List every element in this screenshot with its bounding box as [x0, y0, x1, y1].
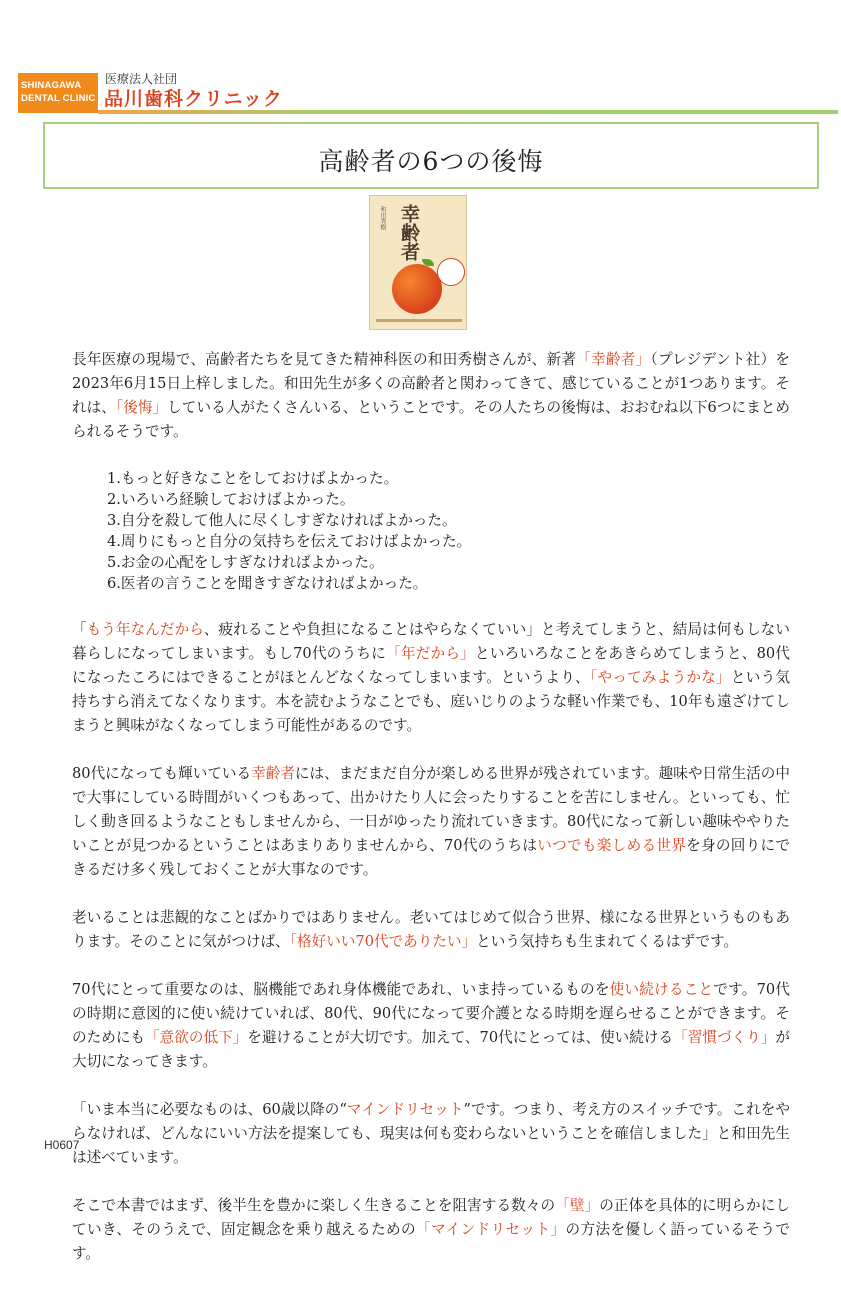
text-run: 、疲れることや負担になることはやらなくていい」と考えてしまうと、結局は何もしない暮らしになってしまいます。もし70代のうちに [72, 621, 790, 662]
text-run: といろいろなことをあきらめてしまうと、80代になったころにはできることがほとんどなくなってしまいます。というより、 [72, 645, 790, 686]
list-item: 2.いろいろ経験しておけばよかった。 [107, 491, 355, 508]
highlight: もう年なんだから [86, 621, 204, 638]
intro-paragraph [72, 348, 790, 444]
text-run: の方法を優しく語っているそうです。 [72, 1221, 790, 1262]
text-run: を避けることが大切です。加えて、70代にとっては、使い続ける [247, 1029, 674, 1046]
text-run: そこで本書ではまず、後半生を豊かに楽しく生きることを阻害する数々の [72, 1197, 556, 1214]
text-run: （プレジデント社）を2023年6月15日上梓しました。和田先生が多くの高齢者と関わってきて、感じていることが1つあります。それは、 [72, 351, 790, 416]
text-run: を身の回りにできるだけ多く残しておくことが大事なのです。 [72, 837, 790, 878]
logo-line2: DENTAL CLINIC [21, 93, 96, 104]
highlight: 「格好いい70代でありたい」 [289, 933, 477, 950]
highlight: 「マインドリセット」 [415, 1221, 566, 1238]
text-run: 老いることは悲観的なことばかりではありません。老いてはじめて似合う世界、様になる世界というものもあります。そのことに気がつけば、 [72, 909, 790, 950]
list-item: 6.医者の言うことを聞きすぎなければよかった。 [107, 575, 428, 592]
text-run: 「 [72, 621, 87, 638]
paragraph-4 [72, 906, 790, 954]
paragraph-5 [72, 978, 790, 1074]
list-item: 3.自分を殺して他人に尽くしすぎなければよかった。 [107, 512, 457, 529]
highlight: マインドリセット [346, 1101, 464, 1118]
text-run: している人がたくさんいる、ということです。その人たちの後悔は、おおむね以下6つにまとめられるそうです。 [72, 399, 790, 440]
regrets-list [107, 468, 790, 594]
text-run: ”です。つまり、考え方のスイッチです。これをやらなければ、どんなにいい方法を提案しても、現実は何も変わらないということを確信しました」と和田先生は述べています。 [72, 1101, 790, 1166]
text-run: 「いま本当に必要なものは、60歳以降の“ [72, 1101, 347, 1118]
paragraph-2 [72, 618, 790, 738]
book-title: 幸齢者 [398, 204, 420, 261]
clinic-logo [18, 73, 98, 113]
highlight: 「やってみようかな」 [589, 669, 731, 686]
book-footer-band [376, 319, 462, 322]
highlight: 使い続けること [609, 981, 714, 998]
article-body [72, 348, 790, 1290]
text-run: が大切になってきます。 [72, 1029, 790, 1070]
highlight: 「意欲の低下」 [145, 1029, 248, 1046]
header-divider [98, 110, 838, 114]
book-author: 和田秀樹 [379, 206, 386, 230]
apple-icon [392, 264, 442, 314]
list-item: 5.お金の心配をしすぎなければよかった。 [107, 554, 384, 571]
highlight: いつでも楽しめる世界 [537, 837, 687, 854]
highlight: 「壁」 [555, 1197, 600, 1214]
title-frame [43, 122, 819, 189]
page-title: 高齢者の6つの後悔 [318, 147, 544, 176]
text-run: という気持ちも生まれてくるはずです。 [476, 933, 739, 950]
text-run: 70代にとって重要なのは、脳機能であれ身体機能であれ、いま持っているものを [72, 981, 610, 998]
paragraph-7 [72, 1194, 790, 1266]
text-run: には、まだまだ自分が楽しめる世界が残されています。趣味や日常生活の中で大事にしている時間がいくつもあって、出かけたり人に会ったりすることを苦にしません。といっても、忙しく動き回るようなこともしませんから、一日がゆったり流れていきます。80代になって新しい趣味ややりたいことが見つかるということはあまりありませんから、70代のうちは [72, 765, 790, 854]
list-item: 1.もっと好きなことをしておけばよかった。 [107, 470, 399, 487]
highlight: 「習慣づくり」 [673, 1029, 776, 1046]
highlight-book-title: 「幸齢者」 [576, 351, 651, 368]
text-run: 長年医療の現場で、高齢者たちを見てきた精神科医の和田秀樹さんが、新著 [72, 351, 577, 368]
book-badge [437, 258, 465, 286]
text-run: の正体を具体的に明らかにしていき、そのうえで、固定観念を乗り越えるための [72, 1197, 790, 1238]
paragraph-3 [72, 762, 790, 882]
clinic-name: 品川歯科クリニック [104, 88, 283, 110]
list-item: 4.周りにもっと自分の気持ちを伝えておけばよかった。 [107, 533, 472, 550]
highlight: 幸齢者 [251, 765, 295, 782]
document-code: H0607 [44, 1138, 80, 1152]
org-type: 医療法人社団 [105, 72, 178, 86]
text-run: です。70代の時期に意図的に使い続けていれば、80代、90代になって要介護となる時期を遅らせることができます。そのためにも [72, 981, 790, 1046]
paragraph-6 [72, 1098, 790, 1170]
header [18, 68, 828, 120]
logo-line1: SHINAGAWA [21, 80, 82, 91]
text-run: 80代になっても輝いている [72, 765, 252, 782]
text-run: という気持ちすら消えてなくなります。本を読むようなことでも、庭いじりのような軽い作業でも、10年も遠ざけてしまうと興味がなくなってしまう可能性があるのです。 [72, 669, 790, 734]
highlight: 「年だから」 [386, 645, 475, 662]
highlight-regret: 「後悔」 [115, 399, 168, 416]
book-cover-image [369, 195, 467, 330]
